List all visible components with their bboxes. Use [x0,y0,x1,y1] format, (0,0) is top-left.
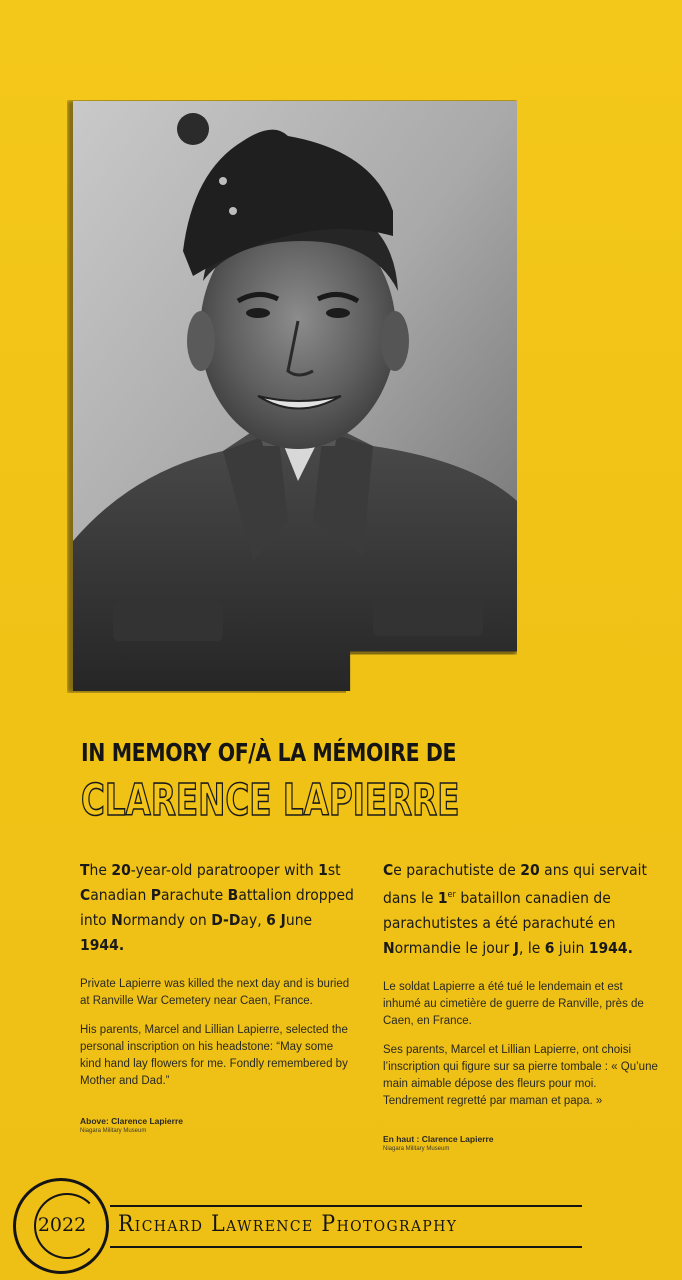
watermark-rule-top [110,1205,582,1207]
english-caption: Above: Clarence Lapierre [80,1116,183,1126]
memorial-heading: IN MEMORY OF/À LA MÉMOIRE DE [81,738,457,767]
portrait-photo [73,101,517,691]
english-paragraph-2: His parents, Marcel and Lillian Lapierre, selected the personal inscription on his headstone: “May some kind hand lay flowers for me. Fondly remembered by Mother and Dad.” [80,1024,348,1087]
french-caption: En haut : Clarence Lapierre [383,1134,494,1145]
soldier-name: CLARENCE LAPIERRE [81,775,460,826]
english-caption-source: Niagara Military Museum [80,1128,147,1134]
french-paragraph-1: Le soldat Lapierre a été tué le lendemain et est inhumé au cimetière de guerre de Ranville, près de Caen, en France. [383,981,644,1028]
watermark-text: Richard Lawrence Photography [118,1212,458,1237]
english-lead: The 20-year-old paratrooper with 1st Canadian Parachute Battalion dropped into Normandy on D-Day, 6 June 1944. [80,861,354,954]
portrait-illustration [73,101,517,691]
copyright-year: 2022 [37,1214,87,1236]
french-column [383,858,658,1152]
french-lead: Ce parachutiste de 20 ans qui servait dans le 1er bataillon canadien de parachutistes a été parachuté en Normandie le jour J, le 6 juin 1944. [383,861,647,958]
english-paragraph-1: Private Lapierre was killed the next day and is buried at Ranville War Cemetery near Caen, France. [80,978,350,1007]
english-column [80,858,355,1134]
french-paragraph-2: Ses parents, Marcel et Lillian Lapierre, ont choisi l’inscription qui figure sur sa pierre tombale : « Qu’une main aimable dépose des fleurs pour moi. Tendrement regretté par maman et papa. » [383,1044,658,1108]
french-caption-source: Niagara Military Museum [383,1146,450,1153]
watermark-rule-bottom [110,1246,582,1248]
